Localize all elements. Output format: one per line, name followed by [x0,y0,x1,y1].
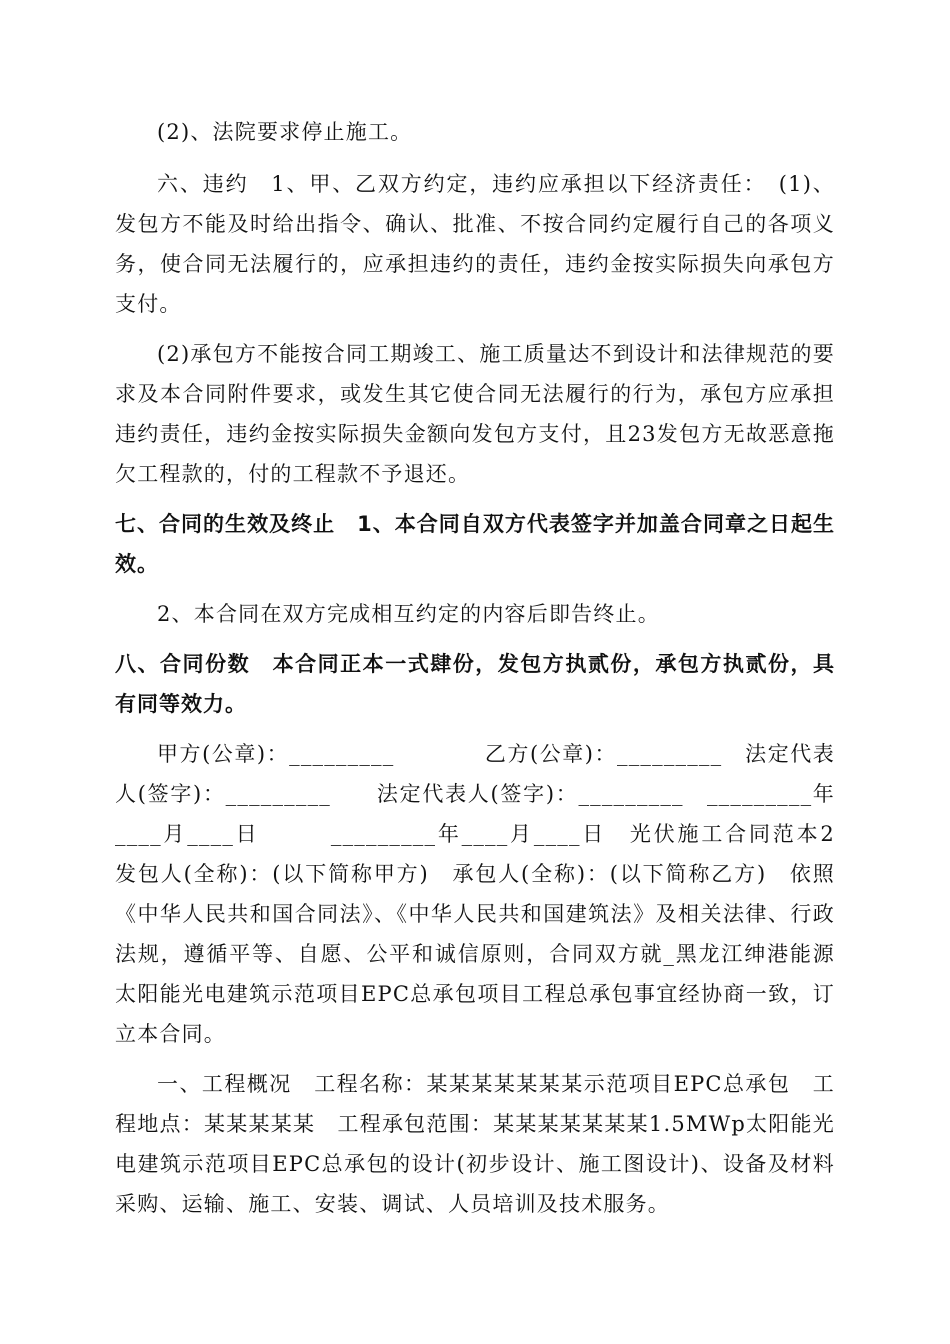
heading-contract-copies: 八、合同份数 本合同正本一式肆份，发包方执贰份，承包方执贰份，具有同等效力。 [115,652,835,716]
paragraph-signatures-and-preamble: 甲方(公章)：_________ 乙方(公章)：_________ 法定代表人(签字)：_________ 法定代表人(签字)：_________ _________年____月____日 _________年____月____日 光伏施工合同范本2 发包人(全称)：(以下简称甲方) 承包人(全称)：(以下简称乙方) 依照《中华人民共和国合同法》、《中华人民共和国建筑法》及相关法律、行政法规，遵循平等、自愿、公平和诚信原则，合同双方就_黑龙江绅港能源太阳能光电建筑示范项目EPC总承包项目工程总承包事宜经协商一致，订立本合同。 [115,742,858,1046]
document-body [115,112,858,1224]
paragraph-court-stop-work: (2)、法院要求停止施工。 [157,120,413,144]
heading-effectiveness-termination: 七、合同的生效及终止 1、本合同自双方代表签字并加盖合同章之日起生效。 [115,512,835,576]
paragraph-termination: 2、本合同在双方完成相互约定的内容后即告终止。 [157,602,660,626]
paragraph-project-overview: 一、工程概况 工程名称：某某某某某某某示范项目EPC总承包 工程地点：某某某某某 工程承包范围：某某某某某某某1.5MWp太阳能光电建筑示范项目EPC总承包的设计(初步设计、施工图设计)、设备及材料采购、运输、施工、安装、调试、人员培训及技术服务。 [115,1072,835,1216]
paragraph-breach-of-contract: 六、违约 1、甲、乙双方约定，违约应承担以下经济责任： (1)、发包方不能及时给出指令、确认、批准、不按合同约定履行自己的各项义务，使合同无法履行的，应承担违约的责任，违约金按实际损失向承包方支付。 [115,172,835,316]
paragraph-contractor-liability: (2)承包方不能按合同工期竣工、施工质量达不到设计和法律规范的要求及本合同附件要求，或发生其它使合同无法履行的行为，承包方应承担违约责任，违约金按实际损失金额向发包方支付，且23发包方无故恶意拖欠工程款的，付的工程款不予退还。 [115,342,835,486]
